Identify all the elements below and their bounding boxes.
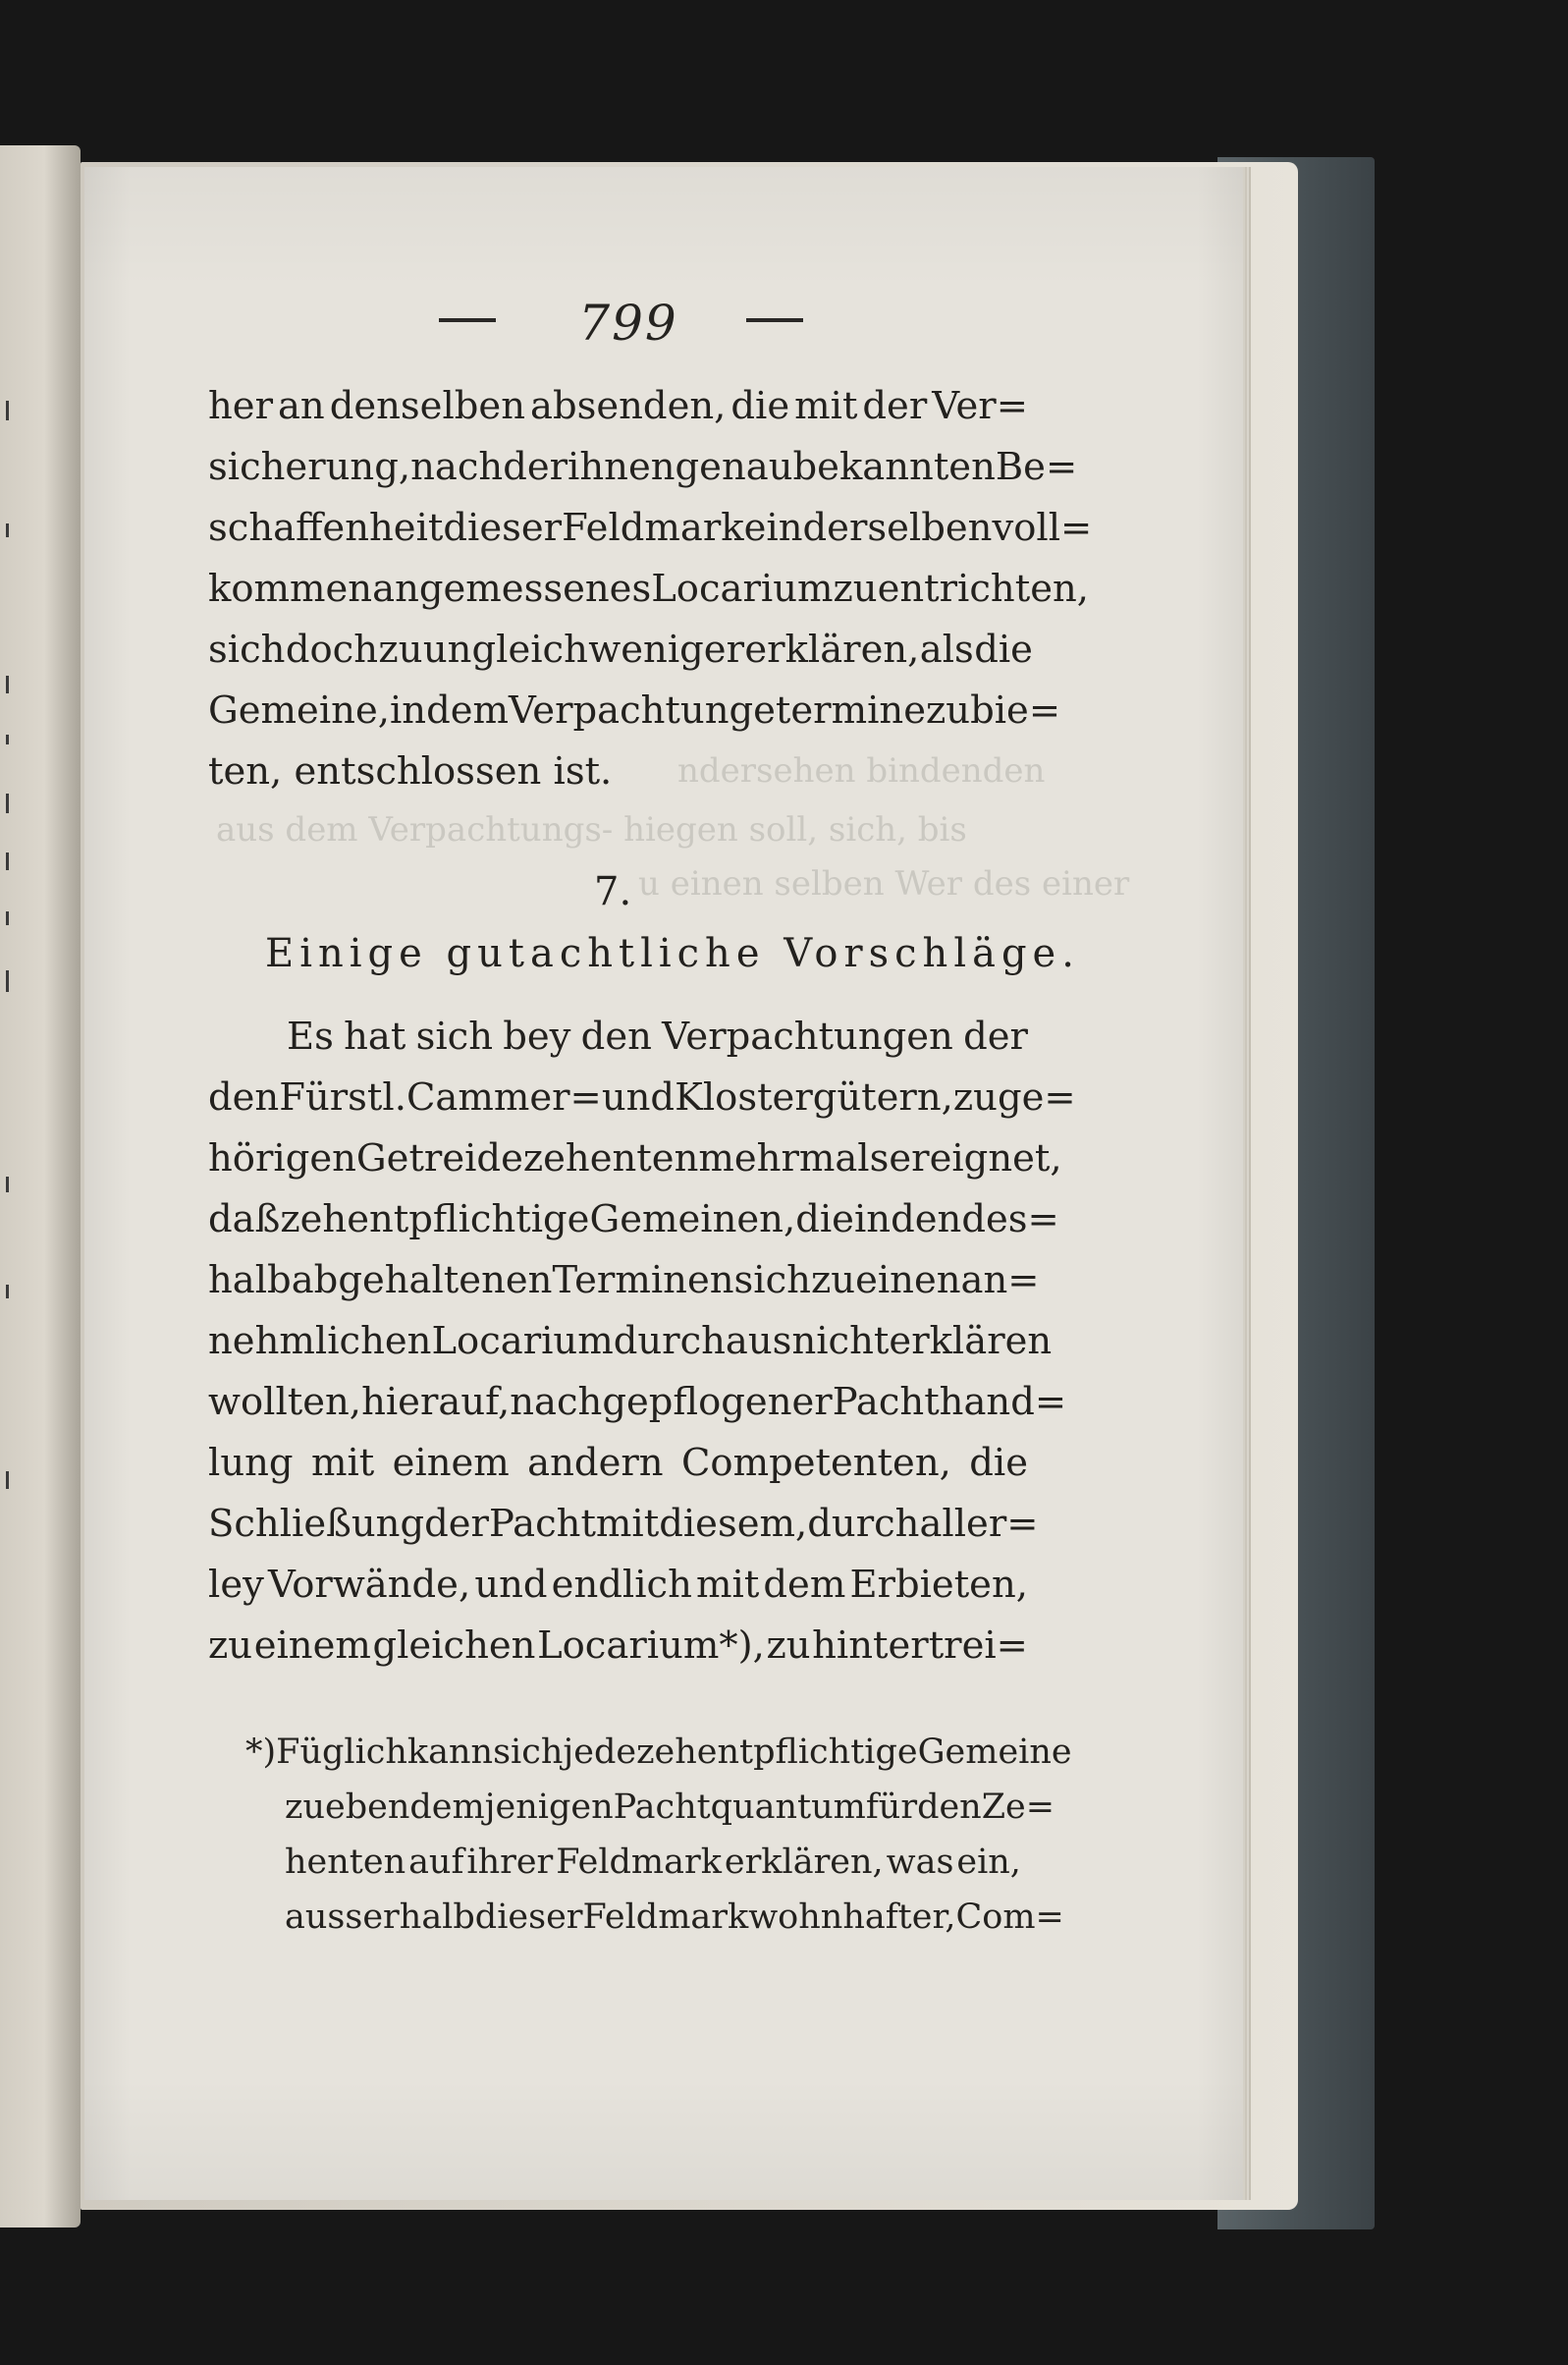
text-line: sich doch zu ungleich weniger erklären, als die bbox=[208, 628, 1033, 672]
footnote-line: ausserhalb dieser Feldmark wohnhafter, Com= bbox=[285, 1898, 1064, 1937]
text-line: her an denselben absenden, die mit der Ver= bbox=[208, 384, 1028, 428]
text-line: lung mit einem andern Competenten, die bbox=[208, 1441, 1028, 1485]
text-line: hörigen Getreidezehenten mehrmals ereignet, bbox=[208, 1136, 1062, 1181]
show-through: u einen selben Wer des einer bbox=[638, 864, 1130, 904]
header-dash-right bbox=[746, 318, 803, 322]
text-line: schaffenheit dieser Feldmark ein derselben voll= bbox=[208, 506, 1093, 550]
section-number: 7. bbox=[594, 869, 632, 914]
text-line: kommen angemessenes Locarium zu entrichten, bbox=[208, 567, 1090, 611]
text-line: nehmlichen Locarium durchaus nicht erklären bbox=[208, 1319, 1053, 1363]
text-line: sicherung, nach der ihnen genau bekannten Be= bbox=[208, 445, 1078, 489]
text-line: Gemeine, in dem Verpachtungetermine zu bie= bbox=[208, 688, 1061, 733]
section-title: Einige gutachtliche Vorschläge. bbox=[265, 931, 1080, 976]
text-line: Es hat sich bey den Verpachtungen der bbox=[287, 1015, 1028, 1059]
text-line: den Fürstl. Cammer= und Klostergütern, zuge= bbox=[208, 1075, 1076, 1120]
show-through: aus dem Verpachtungs- hiegen soll, sich, bis bbox=[216, 810, 967, 850]
text-line: Schließung der Pacht mit diesem, durch aller= bbox=[208, 1502, 1039, 1546]
footnote-line: henten auf ihrer Feldmark erklären, was ein, bbox=[285, 1842, 1021, 1882]
header-dash-left bbox=[439, 318, 496, 322]
footnote-line: *) Füglich kann sich jede zehentpflichtige Gemeine bbox=[245, 1732, 1072, 1772]
text-line: wollten, hierauf, nach gepflogener Pachthand= bbox=[208, 1380, 1067, 1424]
text-line: ten, entschlossen ist. bbox=[208, 749, 613, 794]
text-line: ley Vorwände, und endlich mit dem Erbieten, bbox=[208, 1563, 1028, 1607]
left-page-marks bbox=[0, 145, 29, 2228]
footnote-line: zu eben demjenigen Pachtquantum für den Ze= bbox=[285, 1788, 1055, 1827]
text-line: halb abgehaltenen Terminen sich zu einen an= bbox=[208, 1258, 1040, 1302]
text-line: daß zehentpflichtige Gemeinen, die in den des= bbox=[208, 1197, 1059, 1241]
page-number: 799 bbox=[578, 295, 678, 352]
show-through: ndersehen bindenden bbox=[677, 751, 1046, 791]
text-line: zu einem gleichen Locarium*), zu hintertrei= bbox=[208, 1623, 1028, 1668]
